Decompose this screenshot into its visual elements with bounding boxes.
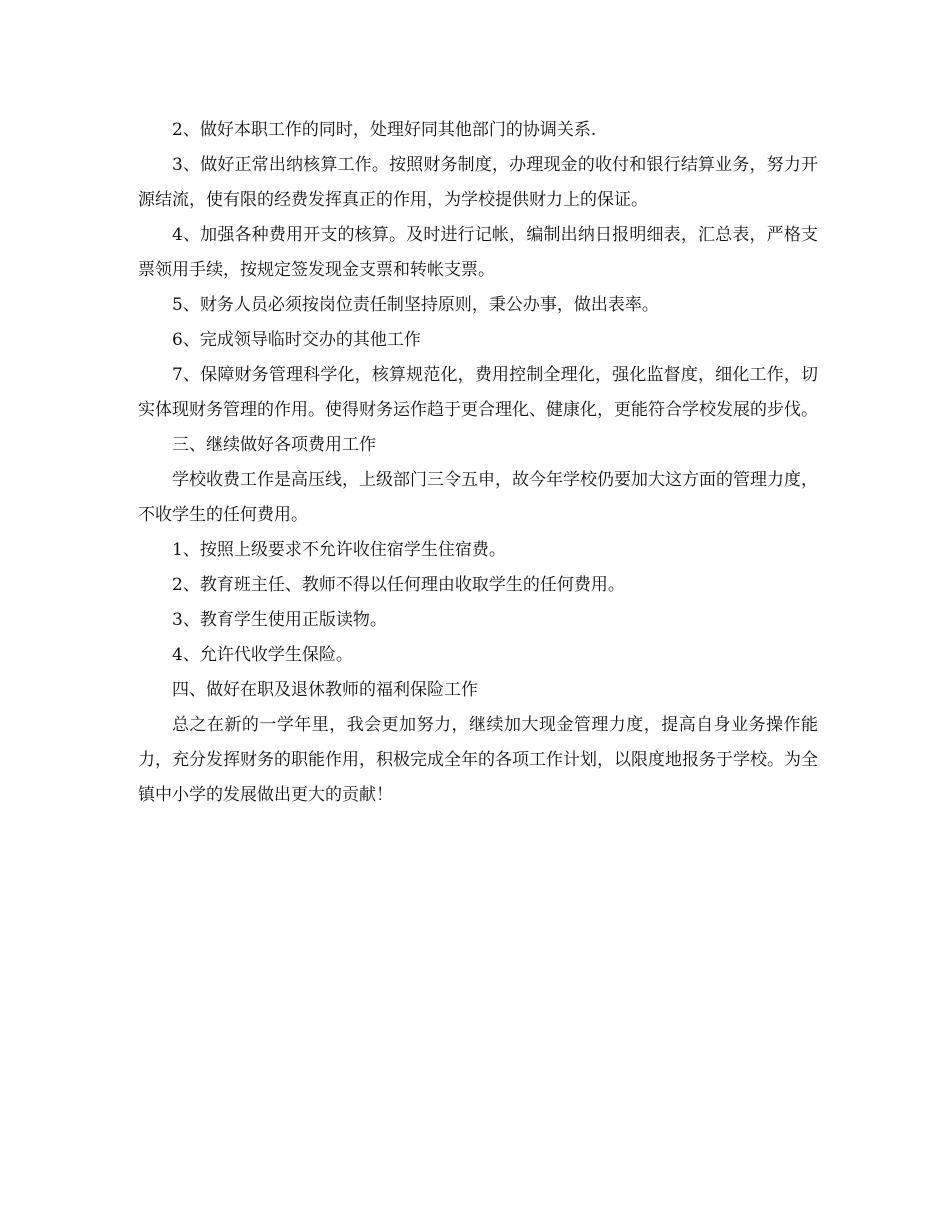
- paragraph-item-5-principles: 5、财务人员必须按岗位责任制坚持原则，秉公办事，做出表率。: [172, 295, 659, 315]
- document-body: [138, 113, 818, 813]
- paragraph-item-3-cashier: 3、做好正常出纳核算工作。按照财务制度，办理现金的收付和银行结算业务，努力开源结流，使有限的经费发挥真正的作用，为学校提供财力上的保证。: [138, 155, 818, 210]
- paragraph-fee-item-4: 4、允许代收学生保险。: [172, 645, 353, 665]
- paragraph-fee-item-3: 3、教育学生使用正版读物。: [172, 610, 387, 630]
- paragraph-item-7-management: 7、保障财务管理科学化，核算规范化，费用控制全理化，强化监督度，细化工作，切实体现财务管理的作用。使得财务运作趋于更合理化、健康化，更能符合学校发展的步伐。: [138, 365, 818, 420]
- paragraph-conclusion: 总之在新的一学年里，我会更加努力，继续加大现金管理力度，提高自身业务操作能力，充分发挥财务的职能作用，积极完成全年的各项工作计划，以限度地报务于学校。为全镇中小学的发展做出更大的贡献！: [138, 715, 818, 805]
- paragraph-item-2-coordination: 2、做好本职工作的同时，处理好同其他部门的协调关系.: [172, 120, 597, 140]
- paragraph-fees-intro: 学校收费工作是高压线，上级部门三令五申，故今年学校仍要加大这方面的管理力度，不收学生的任何费用。: [138, 470, 818, 525]
- paragraph-item-4-expense-accounting: 4、加强各种费用开支的核算。及时进行记帐，编制出纳日报明细表，汇总表，严格支票领用手续，按规定签发现金支票和转帐支票。: [138, 225, 818, 280]
- paragraph-fee-item-2: 2、教育班主任、教师不得以任何理由收取学生的任何费用。: [172, 575, 625, 595]
- paragraph-item-6-other-work: 6、完成领导临时交办的其他工作: [172, 330, 421, 350]
- section-heading-4: 四、做好在职及退休教师的福利保险工作: [172, 680, 478, 700]
- paragraph-fee-item-1: 1、按照上级要求不允许收住宿学生住宿费。: [172, 540, 506, 560]
- section-heading-3: 三、继续做好各项费用工作: [172, 435, 376, 455]
